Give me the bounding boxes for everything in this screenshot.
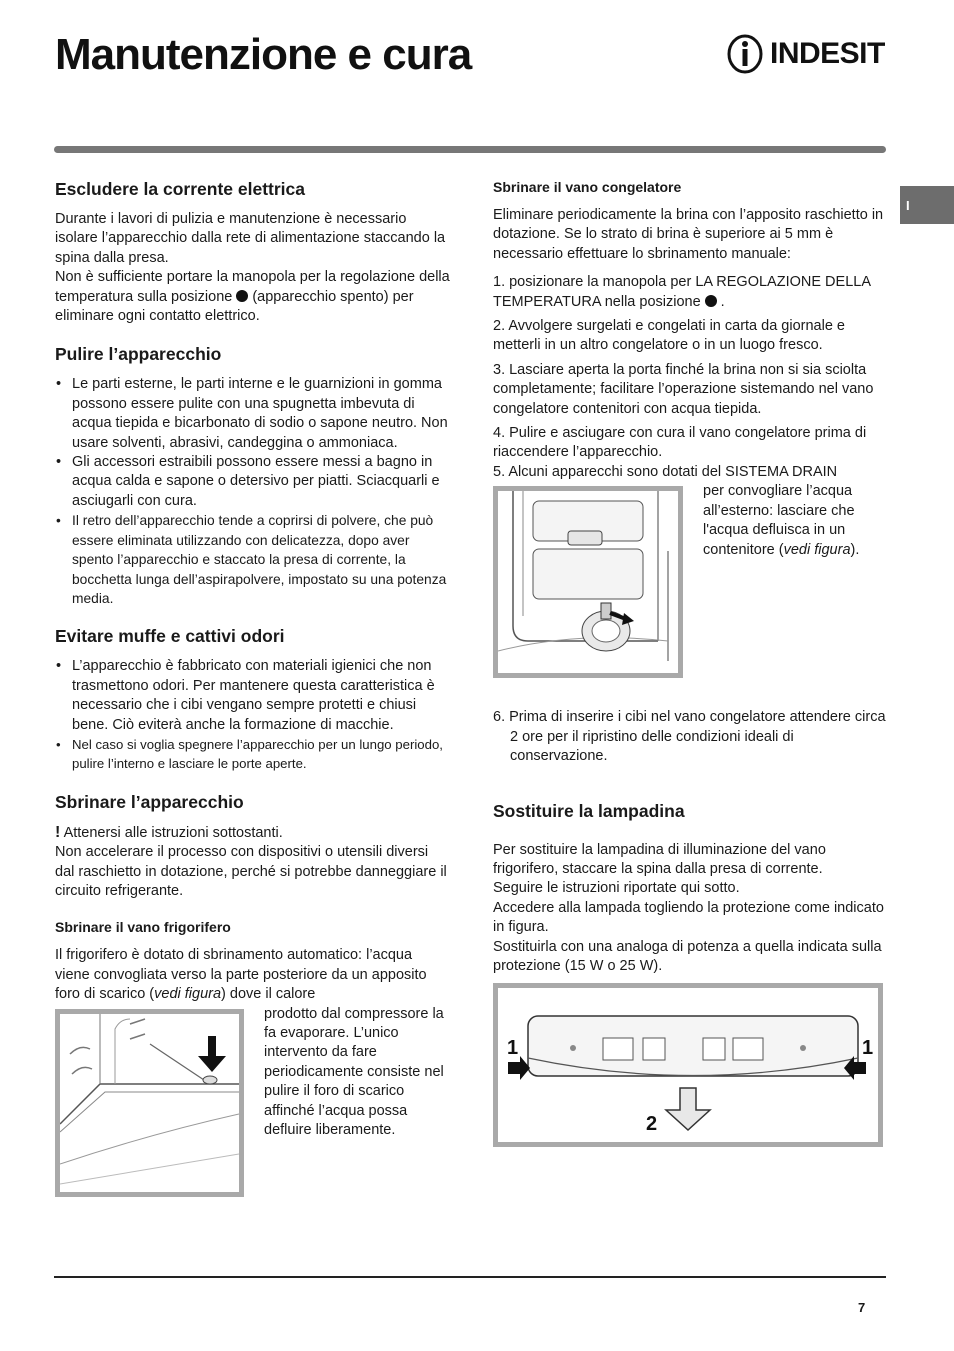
lamp-paragraph-2: Seguire le istruzioni riportate qui sotto. [493,880,740,897]
cleaning-list [55,375,450,608]
defrost-paragraph: Non accelerare il processo con dispositivi o utensili diversi dal raschietto in dotazione, perché si potrebbe danneggiare il circuito refrigerante. [55,844,447,899]
section-title-defrost: Sbrinare l’apparecchio [55,791,244,812]
right-column [493,178,888,1147]
lamp-paragraph-1: Per sostituire la lampadina di illuminazione del vano frigorifero, staccare la spina dalla presa di corrente. [493,841,826,877]
logo-wordmark: INDESIT [770,37,885,70]
language-tab: I [900,186,954,224]
off-position-dot-icon [236,290,248,302]
lamp-paragraph-4: Sostituirla con una analoga di potenza a quella indicata sulla protezione (15 W o 25 W). [493,938,882,974]
left-column [55,178,450,1197]
list-item: 5. Alcuni apparecchi sono dotati del SISTEMA DRAIN [493,463,838,480]
list-item: 2. Avvolgere surgelati e congelati in carta da giornale e metterli in un altro congelatore o in un luogo fresco. [493,318,845,354]
list-item: • Il retro dell’apparecchio tende a coprirsi di polvere, che può essere eliminata utilizzando con delicatezza, dopo aver spento l’apparecchio e staccato la presa di corrente, la bocchetta lunga dell’aspirapolvere, impostato su una potenza media. [55,511,450,608]
fridge-drain-hole-figure [55,1009,244,1197]
power-paragraph-2: Non è sufficiente portare la manopola per la regolazione della temperatura sulla posizione (apparecchio spento) per eliminare ogni contatto elettrico. [55,269,450,325]
lamp-paragraph-3: Accedere alla lampada togliendo la protezione come indicato in figura. [493,899,884,936]
indesit-logo [726,34,885,74]
list-item: 1. posizionare la manopola per LA REGOLAZIONE DELLA TEMPERATURA nella posizione . [493,274,871,310]
lamp-cover-illustration [498,988,878,1142]
page-title: Manutenzione e cura [55,30,472,79]
lamp-step-label-1-right: 1 [862,1037,874,1060]
section-title-mould: Evitare muffe e cattivi odori [55,626,285,647]
list-item: • L’apparecchio è fabbricato con materiali igienici che non trasmettono odori. Per mantenere questa caratteristica è necessario che i cibi vengano sempre protetti e chiusi bene. Ciò eviterà anche la formazione di macchie. [55,657,450,735]
footer-divider [54,1276,886,1278]
header-divider [54,146,886,153]
off-position-dot-icon [705,295,717,307]
section-title-cleaning: Pulire l’apparecchio [55,344,222,365]
lamp-step-label-2: 2 [646,1113,658,1136]
fridge-defrost-paragraph-2: prodotto dal compressore la fa evaporare. L’unico intervento da fare periodicamente consiste nel pulire il foro di scarico affinché l’acqua possa defluire liberamente. [264,1005,444,1139]
drain-system-figure [493,486,683,678]
mould-list [55,657,450,773]
section-title-fridge-defrost: Sbrinare il vano frigorifero [55,919,231,936]
warning-icon: ! [55,823,61,841]
freezer-defrost-steps [493,273,888,463]
section-title-power: Escludere la corrente elettrica [55,179,305,199]
fridge-defrost-paragraph-1: Il frigorifero è dotato di sbrinamento automatico: l’acqua viene convogliata verso la parte posteriore da un apposito foro di scarico (vedi figura) dove il calore [55,947,427,1003]
list-item: 4. Pulire e asciugare con cura il vano congelatore prima di riaccendere l’apparecchio. [493,425,867,461]
defrost-warning: ! Attenersi alle istruzioni sottostanti. [55,823,283,841]
list-item: • Gli accessori estraibili possono essere messi a bagno in acqua calda e sapone o detersivo per piatti. Sciacquarli e asciugarli con cura. [55,453,450,511]
power-paragraph-1: Durante i lavori di pulizia e manutenzione è necessario isolare l’apparecchio dalla rete di alimentazione staccando la spina dalla presa. [55,211,446,266]
list-item: • Le parti esterne, le parti interne e le guarnizioni in gomma possono essere pulite con una spugnetta imbevuta di acqua tiepida e bicarbonato di sodio o sapone neutro. Non usare solventi, abrasivi, candeggina o ammoniaca. [55,375,450,453]
lamp-step-label-1-left: 1 [507,1037,519,1060]
lamp-replacement-figure [493,983,883,1147]
page-number: 7 [858,1300,866,1315]
drain-paragraph: per convogliare l’acqua all’esterno: lasciare che l'acqua defluisca in un contenitore (vedi figura). [703,483,860,558]
indesit-logo-icon [726,34,764,74]
fridge-interior-illustration [60,1014,239,1192]
freezer-defrost-intro: Eliminare periodicamente la brina con l’apposito raschietto in dotazione. Se lo strato di brina è superiore ai 5 mm è necessario effettuare lo sbrinamento manuale: [493,207,884,262]
drain-system-illustration [498,491,678,673]
list-item: 6. Prima di inserire i cibi nel vano congelatore attendere circa 2 ore per il ripristino delle condizioni ideali di conservazione. [493,709,886,765]
list-item: • Nel caso si voglia spegnere l’apparecchio per un lungo periodo, pulire l’interno e lasciare le porte aperte. [55,735,450,774]
section-title-lamp: Sostituire la lampadina [493,800,685,821]
list-item: 3. Lasciare aperta la porta finché la brina non si sia sciolta completamente; facilitare l’operazione sistemando nel vano congelatore contenitori con acqua tiepida. [493,361,874,417]
section-title-freezer-defrost: Sbrinare il vano congelatore [493,179,682,195]
